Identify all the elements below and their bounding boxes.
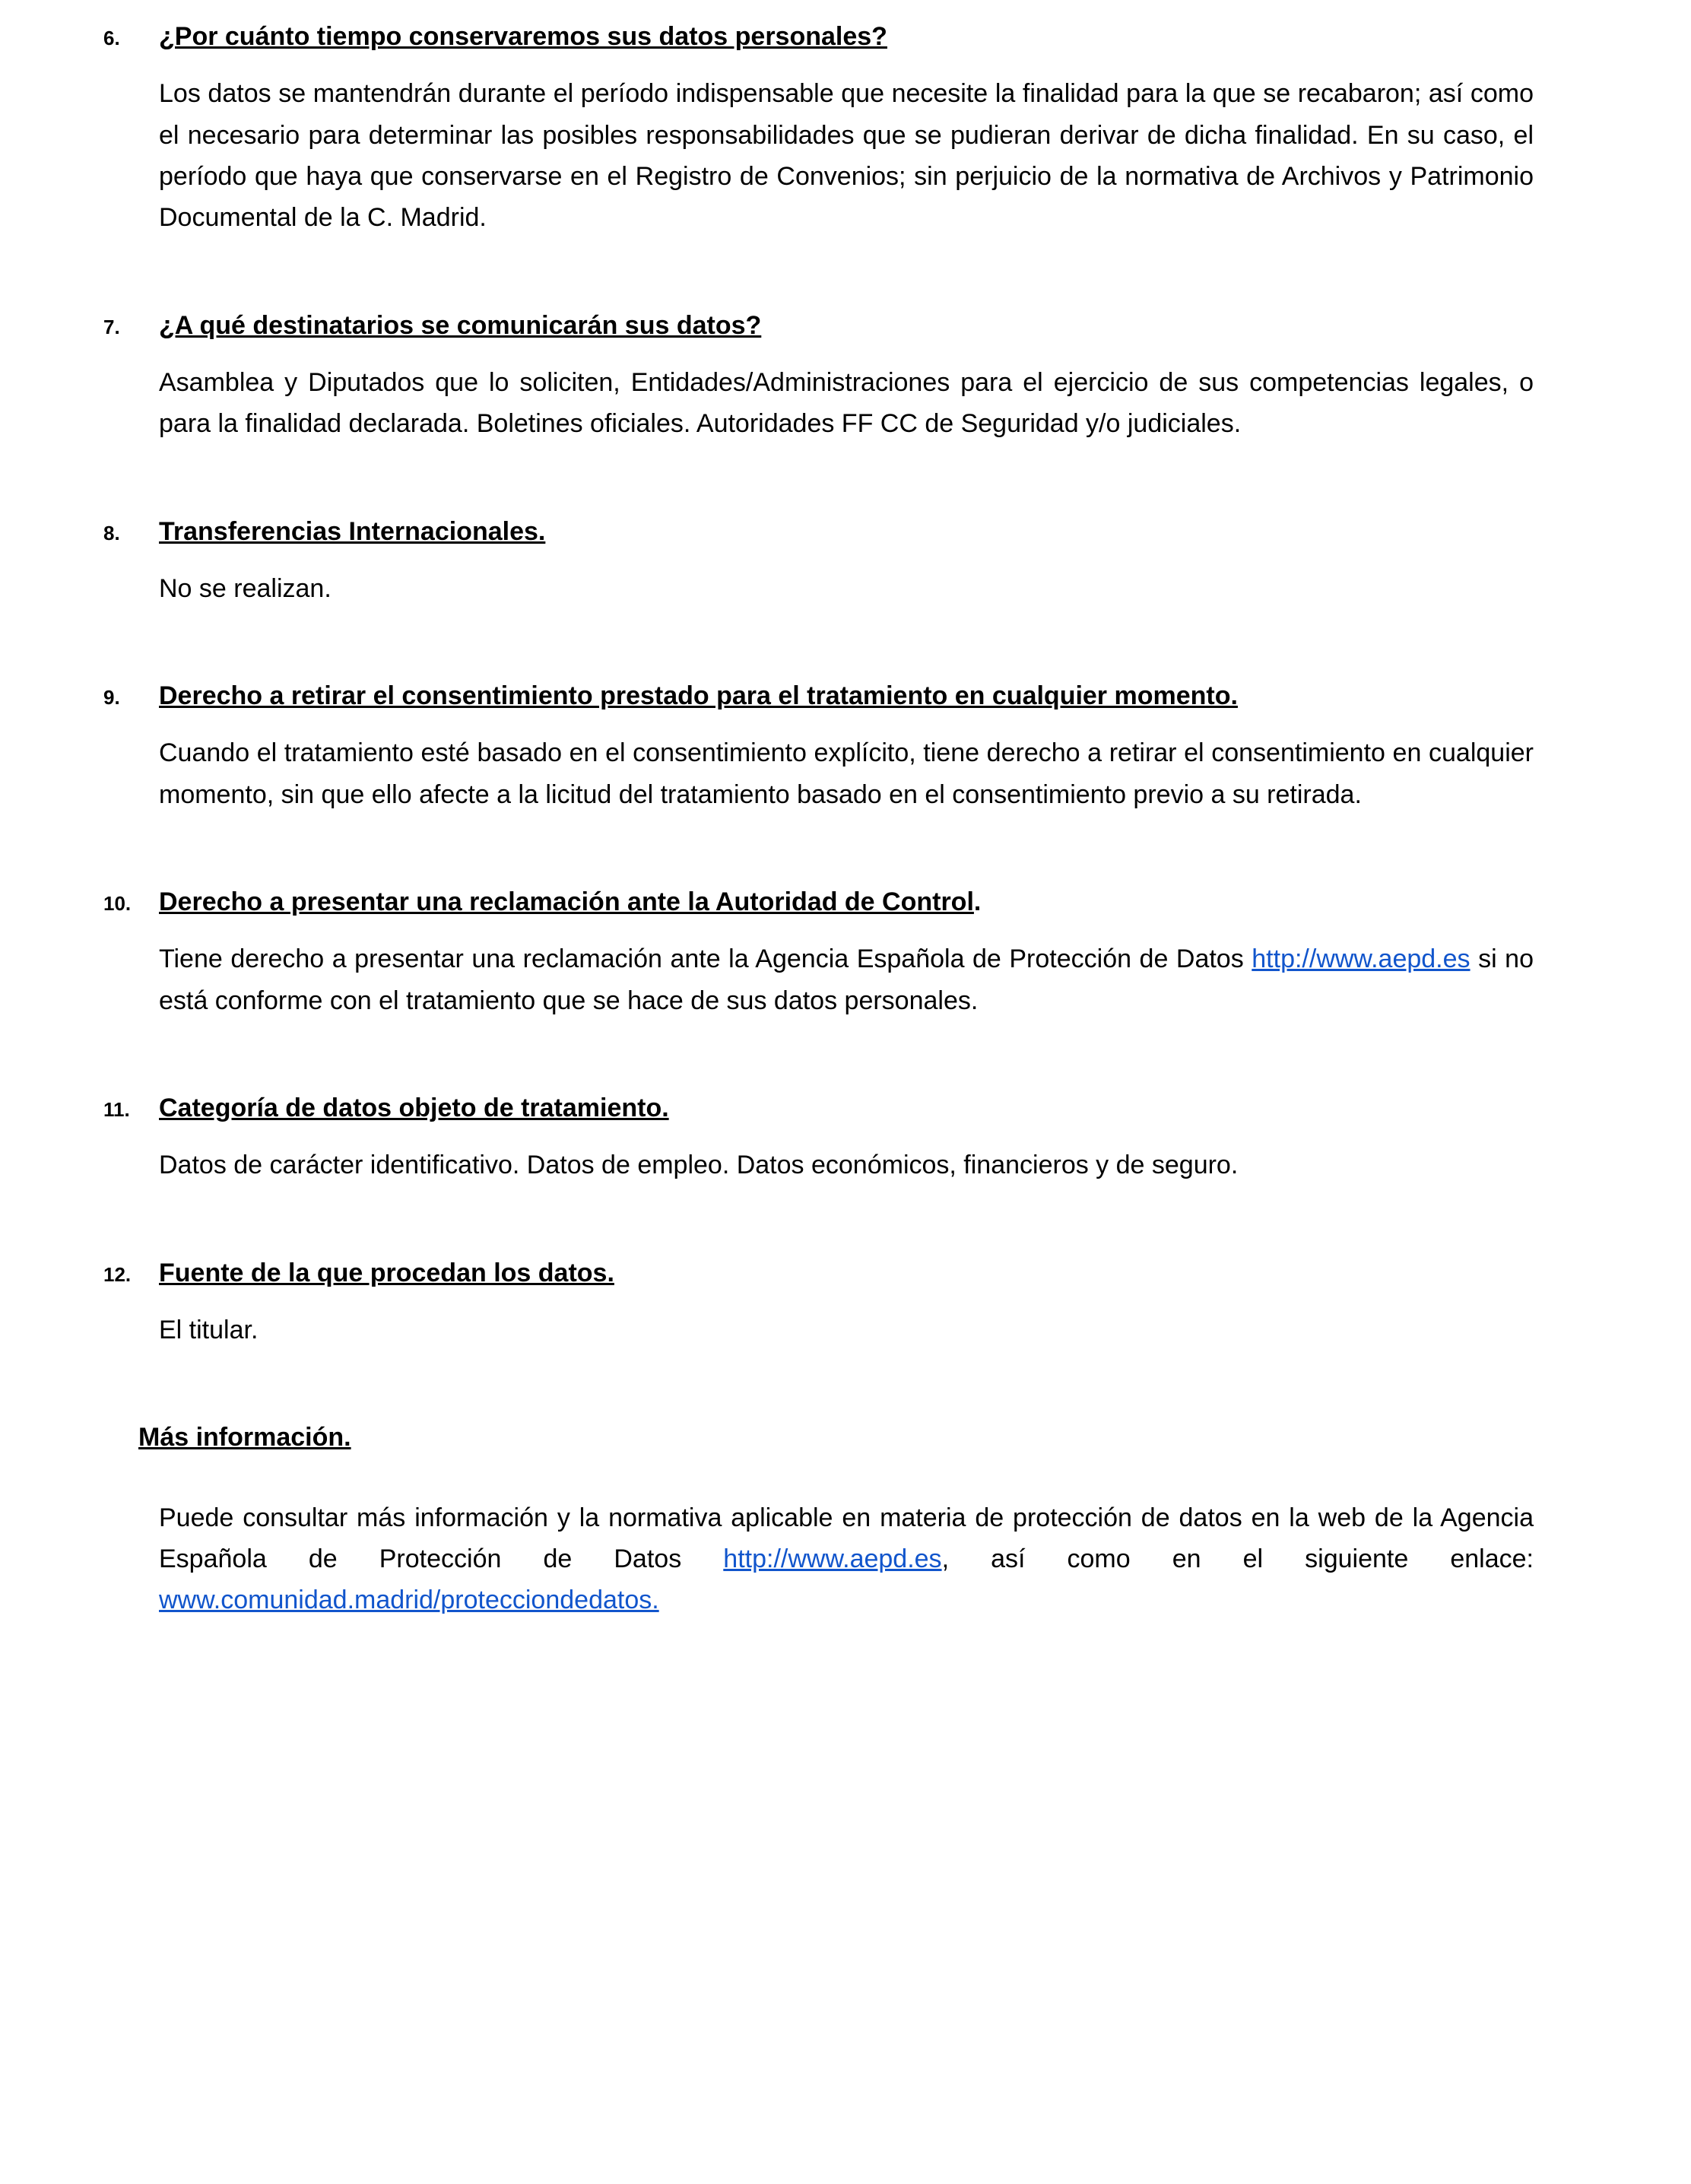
section-paragraph: El titular. bbox=[159, 1316, 259, 1344]
section-number: 9. bbox=[103, 686, 120, 709]
comunidad-madrid-link[interactable]: www.comunidad.madrid/protecciondedatos. bbox=[159, 1586, 659, 1615]
section-paragraph: No se realizan. bbox=[159, 573, 332, 603]
section-content bbox=[159, 20, 1534, 239]
section-paragraph: Cuando el tratamiento esté basado en el consentimiento explícito, tiene derecho a retirar el consentimiento en cualquier momento, sin que ello afecte a la licitud del tratamiento basado en el consentimiento previo a su retirada. bbox=[159, 738, 1534, 809]
section-paragraph: Asamblea y Diputados que lo soliciten, Entidades/Administraciones para el ejercicio de sus competencias legales, o para la finalidad declarada. Boletines oficiales. Autoridades FF CC de Seguridad y/o judiciales. bbox=[159, 367, 1534, 439]
section-12 bbox=[103, 1256, 1534, 1351]
paragraph-text: , así como en el siguiente enlace: bbox=[941, 1544, 1534, 1573]
section-heading: Categoría de datos objeto de tratamiento. bbox=[159, 1094, 669, 1123]
section-content bbox=[159, 885, 1534, 1021]
section-content bbox=[159, 515, 1534, 610]
section-9 bbox=[103, 679, 1534, 815]
section-paragraph bbox=[159, 938, 1534, 1021]
aepd-link[interactable]: http://www.aepd.es bbox=[1252, 944, 1471, 974]
section-content bbox=[159, 679, 1534, 815]
section-number: 11. bbox=[103, 1098, 130, 1122]
paragraph-text: Tiene derecho a presentar una reclamación ante la Agencia Española de Protección de Datos bbox=[159, 944, 1252, 974]
paragraph-text: si no está conforme con el tratamiento que se hace de sus datos personales. bbox=[159, 944, 1534, 1015]
section-paragraph: Datos de carácter identificativo. Datos de empleo. Datos económicos, financieros y de seguro. bbox=[159, 1151, 1239, 1180]
section-heading: Derecho a retirar el consentimiento prestado para el tratamiento en cualquier momento. bbox=[159, 681, 1238, 711]
section-heading: ¿Por cuánto tiempo conservaremos sus datos personales? bbox=[159, 22, 887, 51]
section-heading: Derecho a presentar una reclamación ante la Autoridad de Control. bbox=[159, 887, 982, 917]
section-6 bbox=[103, 20, 1534, 239]
section-10 bbox=[103, 885, 1534, 1021]
section-11 bbox=[103, 1091, 1534, 1186]
section-number: 12. bbox=[103, 1262, 132, 1286]
section-number: 8. bbox=[103, 521, 120, 544]
more-info-paragraph bbox=[159, 1497, 1534, 1621]
section-number: 6. bbox=[103, 27, 120, 49]
section-heading: Transferencias Internacionales. bbox=[159, 516, 546, 546]
section-content bbox=[159, 1256, 1534, 1351]
section-content bbox=[159, 1091, 1534, 1186]
paragraph-text: Puede consultar más información y la normativa aplicable en materia de protección de datos en la web de la Agencia Española de Protección de Datos bbox=[159, 1503, 1534, 1573]
section-8 bbox=[103, 515, 1534, 610]
section-heading: Fuente de la que procedan los datos. bbox=[159, 1258, 614, 1287]
section-number: 10. bbox=[103, 892, 132, 916]
section-7 bbox=[103, 309, 1534, 445]
more-info-heading: Más información. bbox=[138, 1423, 351, 1452]
aepd-link-2[interactable]: http://www.aepd.es bbox=[723, 1544, 942, 1573]
section-content bbox=[159, 309, 1534, 445]
section-heading: ¿A qué destinatarios se comunicarán sus datos? bbox=[159, 310, 762, 340]
heading-period: . bbox=[973, 887, 982, 917]
more-info-section bbox=[103, 1421, 1534, 1621]
section-number: 7. bbox=[103, 315, 120, 338]
section-paragraph: Los datos se mantendrán durante el período indispensable que necesite la finalidad para la que se recabaron; así como el necesario para determinar las posibles responsabilidades que se pudieran derivar de dicha finalidad. En su caso, el período que haya que conservarse en el Registro de Convenios; sin perjuicio de la normativa de Archivos y Patrimonio Documental de la C. Madrid. bbox=[159, 79, 1534, 233]
